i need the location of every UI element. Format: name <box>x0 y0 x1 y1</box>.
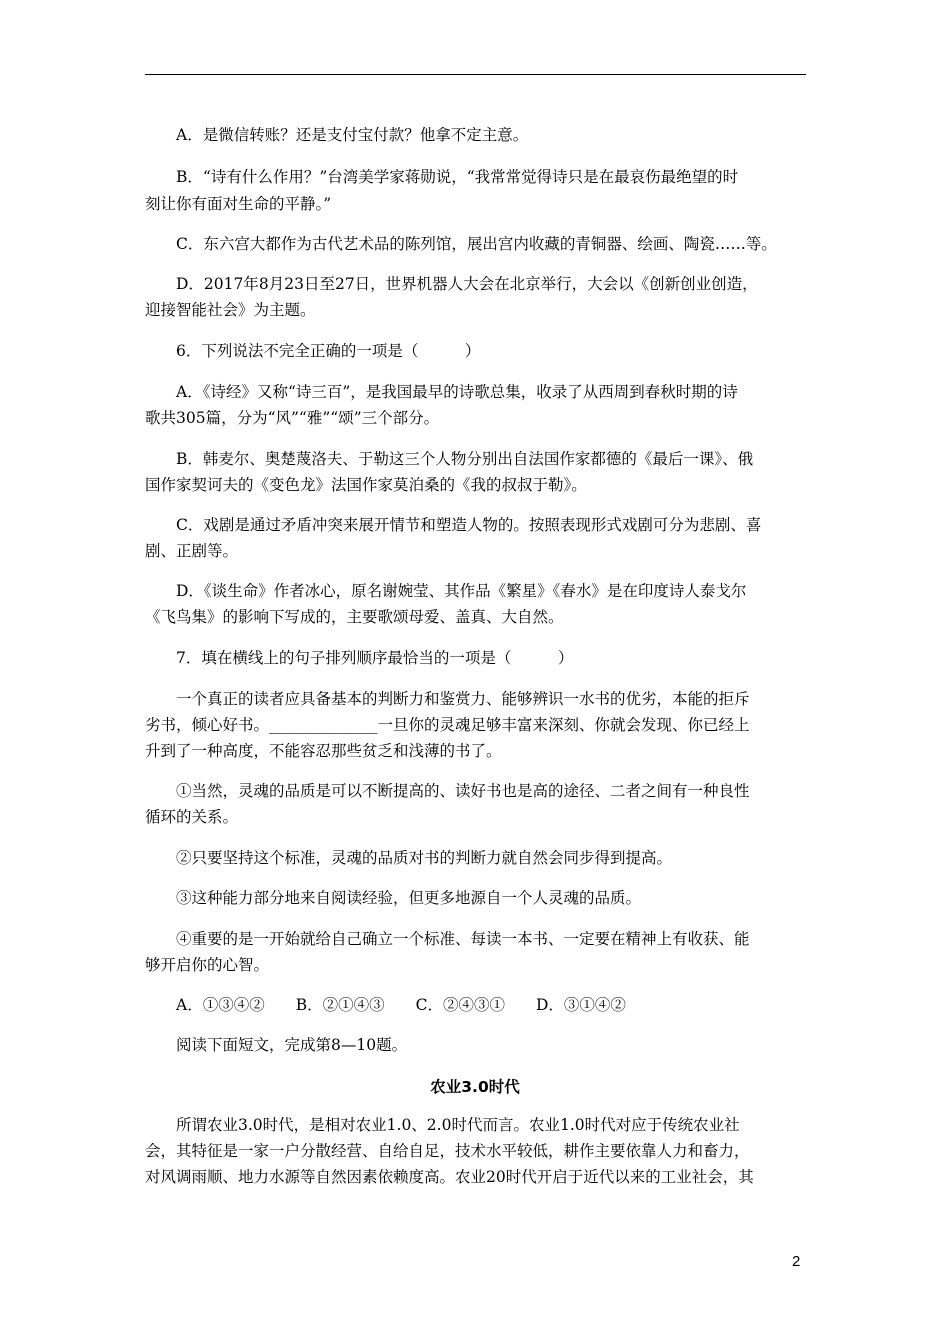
section-title: 农业3.0时代 <box>430 1078 520 1096</box>
text-line: 对风调雨顺、地力水源等自然因素依赖度高。农业20时代开启于近代以来的工业社会，其 <box>145 1168 754 1186</box>
text-line: B．韩麦尔、奥楚蔑洛夫、于勒这三个人物分别出自法国作家都德的《最后一课》、俄 <box>176 450 754 468</box>
text-line: 劣书，倾心好书。______________一旦你的灵魂足够丰富来深刻、你就会发现、你已经上 <box>145 716 750 734</box>
text-line: D．《谈生命》作者冰心，原名谢婉莹、其作品《繁星》《春水》是在印度诗人泰戈尔 <box>176 582 747 600</box>
text-line: 所谓农业3.0时代，是相对农业1.0、2.0时代而言。农业1.0时代对应于传统农业社 <box>176 1116 740 1134</box>
text-line: B．“诗有什么作用？”台湾美学家蒋勋说，“我常常觉得诗只是在最哀伤最绝望的时 <box>176 168 739 186</box>
text-line: 阅读下面短文，完成第8—10题。 <box>176 1036 408 1054</box>
text-line: A．《诗经》又称“诗三百”，是我国最早的诗歌总集，收录了从西周到春秋时期的诗 <box>176 383 738 401</box>
header-rule <box>145 74 806 75</box>
text-line: 循环的关系。 <box>145 808 239 826</box>
text-line: 国作家契诃夫的《变色龙》法国作家莫泊桑的《我的叔叔于勒》。 <box>145 476 587 494</box>
text-line: ②只要坚持这个标准，灵魂的品质对书的判断力就自然会同步得到提高。 <box>176 849 673 867</box>
text-line: D．2017年8月23日至27日，世界机器人大会在北京举行，大会以《创新创业创造， <box>176 275 758 293</box>
text-line: ④重要的是一开始就给自己确立一个标准、每读一本书、一定要在精神上有收获、能 <box>176 930 750 948</box>
text-line: C．戏剧是通过矛盾冲突来展开情节和塑造人物的。按照表现形式戏剧可分为悲剧、喜 <box>176 516 762 534</box>
text-line: 够开启你的心智。 <box>145 956 270 974</box>
text-line: A．①③④② B．②①④③ C．②④③① D．③①④② <box>176 996 626 1014</box>
text-line: 歌共305篇，分为“风”“雅”“颂”三个部分。 <box>145 409 440 427</box>
text-line: 6．下列说法不完全正确的一项是（ ） <box>176 342 481 360</box>
text-line: ③这种能力部分地来自阅读经验，但更多地源自一个人灵魂的品质。 <box>176 889 642 907</box>
text-line: 一个真正的读者应具备基本的判断力和鉴赏力、能够辨识一水书的优劣，本能的拒斥 <box>176 690 750 708</box>
text-line: ①当然，灵魂的品质是可以不断提高的、读好书也是高的途径、二者之间有一种良性 <box>176 782 750 800</box>
text-line: A．是微信转账？还是支付宝付款？他拿不定主意。 <box>176 126 529 144</box>
text-line: C．东六宫大都作为古代艺术品的陈列馆，展出宫内收藏的青铜器、绘画、陶瓷……等。 <box>176 235 777 253</box>
text-line: 迎接智能社会》为主题。 <box>145 301 316 319</box>
text-line: 会，其特征是一家一户分散经营、自给自足，技术水平较低，耕作主要依靠人力和畜力， <box>145 1142 750 1160</box>
text-line: 升到了一种高度，不能容忍那些贫乏和浅薄的书了。 <box>145 742 502 760</box>
page-number: 2 <box>792 1253 801 1270</box>
text-line: 《飞鸟集》的影响下写成的，主要歌颂母爱、盖真、大自然。 <box>145 608 564 626</box>
text-line: 刻让你有面对生命的平静。” <box>145 195 332 213</box>
text-line: 7．填在横线上的句子排列顺序最恰当的一项是（ ） <box>176 649 574 667</box>
text-line: 剧、正剧等。 <box>145 542 239 560</box>
